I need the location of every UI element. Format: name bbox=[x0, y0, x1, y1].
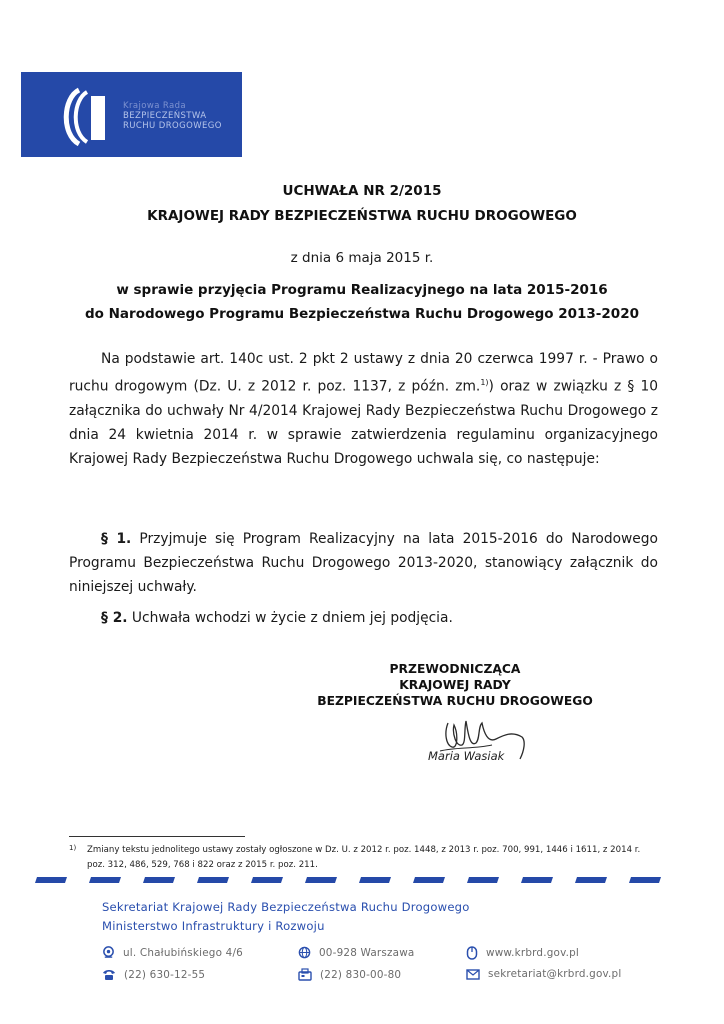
section-2-paragraph bbox=[69, 606, 658, 630]
footer-dashed-divider bbox=[35, 876, 685, 884]
phone-text: (22) 630-12-55 bbox=[124, 968, 206, 981]
krbrd-emblem-icon bbox=[51, 82, 111, 152]
section-2-label: § 2. bbox=[101, 610, 128, 626]
footer-ministry: Ministerstwo Infrastruktury i Rozwoju bbox=[102, 919, 325, 933]
email-link[interactable]: sekretariat@krbrd.gov.pl bbox=[488, 968, 622, 980]
footnote-reference: 1) bbox=[480, 378, 489, 387]
postal-text: 00-928 Warszawa bbox=[319, 946, 415, 959]
footer-postal bbox=[298, 946, 414, 959]
location-pin-icon bbox=[102, 946, 115, 959]
footer-website[interactable] bbox=[466, 946, 579, 960]
footer-address bbox=[102, 946, 243, 959]
resolution-date: z dnia 6 maja 2015 r. bbox=[290, 250, 434, 266]
fax-icon bbox=[298, 968, 312, 981]
issuing-body: KRAJOWEJ RADY BEZPIECZEŃSTWA RUCHU DROGOWEGO bbox=[147, 208, 577, 224]
section-1-text: Przyjmuje się Program Realizacyjny na lata 2015-2016 do Narodowego Programu Bezpieczeństwa Ruchu Drogowego 2013-2020, stanowiący załącznik do niniejszej uchwały. bbox=[69, 531, 658, 595]
footer-fax bbox=[298, 968, 401, 981]
footnote-separator bbox=[69, 836, 245, 837]
phone-icon bbox=[102, 968, 116, 981]
preamble-text-end: ) oraz w związku z § 10 załącznika do uchwały Nr 4/2014 Krajowej Rady Bezpieczeństwa Ruchu Drogowego z dnia 24 kwietnia 2014 r. w sprawie zatwierdzenia regulaminu organizacyjnego Krajowej Rady Bezpieczeństwa Ruchu Drogowego uchwala się, co następuje: bbox=[69, 378, 658, 467]
footer-email[interactable] bbox=[466, 968, 621, 980]
signatory-title-line-1: PRZEWODNICZĄCA bbox=[389, 662, 521, 676]
website-link[interactable]: www.krbrd.gov.pl bbox=[486, 947, 579, 959]
preamble-text-start: Na podstawie art. 140c ust. 2 pkt 2 ustawy z dnia 20 czerwca 1997 r. - Prawo o ruchu drogowym (Dz. U. z 2012 r. poz. 1137, z późn. zm. bbox=[69, 351, 658, 395]
signatory-title bbox=[300, 661, 610, 709]
signatory-title-line-2: KRAJOWEJ RADY bbox=[399, 678, 511, 692]
fax-text: (22) 830-00-80 bbox=[320, 968, 402, 981]
section-1-label: § 1. bbox=[101, 531, 132, 547]
subject-line-1: w sprawie przyjęcia Programu Realizacyjnego na lata 2015-2016 bbox=[116, 282, 608, 298]
mouse-icon bbox=[466, 946, 478, 960]
footer-phone bbox=[102, 968, 205, 981]
footnote bbox=[69, 843, 659, 873]
logo-wordmark bbox=[123, 101, 222, 131]
footnote-mark: 1) bbox=[69, 844, 77, 852]
subject-line-2: do Narodowego Programu Bezpieczeństwa Ruchu Drogowego 2013-2020 bbox=[85, 306, 639, 322]
footer-organization: Sekretariat Krajowej Rady Bezpieczeństwa Ruchu Drogowego bbox=[102, 900, 470, 914]
signatory-name: Maria Wasiak bbox=[428, 749, 505, 763]
logo-line-2: BEZPIECZEŃSTWA bbox=[123, 111, 207, 121]
krbrd-logo bbox=[21, 72, 242, 157]
resolution-number: UCHWAŁA NR 2/2015 bbox=[282, 183, 442, 199]
address-text: ul. Chałubińskiego 4/6 bbox=[123, 946, 243, 959]
globe-icon bbox=[298, 946, 311, 959]
envelope-icon bbox=[466, 969, 480, 980]
section-1-paragraph bbox=[69, 527, 658, 599]
section-2-text: Uchwała wchodzi w życie z dniem jej podjęcia. bbox=[127, 610, 453, 626]
signatory-title-line-3: BEZPIECZEŃSTWA RUCHU DROGOWEGO bbox=[317, 694, 593, 708]
preamble-paragraph bbox=[69, 347, 658, 471]
logo-line-1: Krajowa Rada bbox=[123, 101, 187, 111]
footnote-text: Zmiany tekstu jednolitego ustawy zostały ogłoszone w Dz. U. z 2012 r. poz. 1448, z 2013 r. poz. 700, 991, 1446 i 1611, z 2014 r. poz. 312, 486, 529, 768 i 822 oraz z 2015 r. poz. 211. bbox=[87, 845, 641, 870]
logo-line-3: RUCHU DROGOWEGO bbox=[123, 121, 222, 131]
